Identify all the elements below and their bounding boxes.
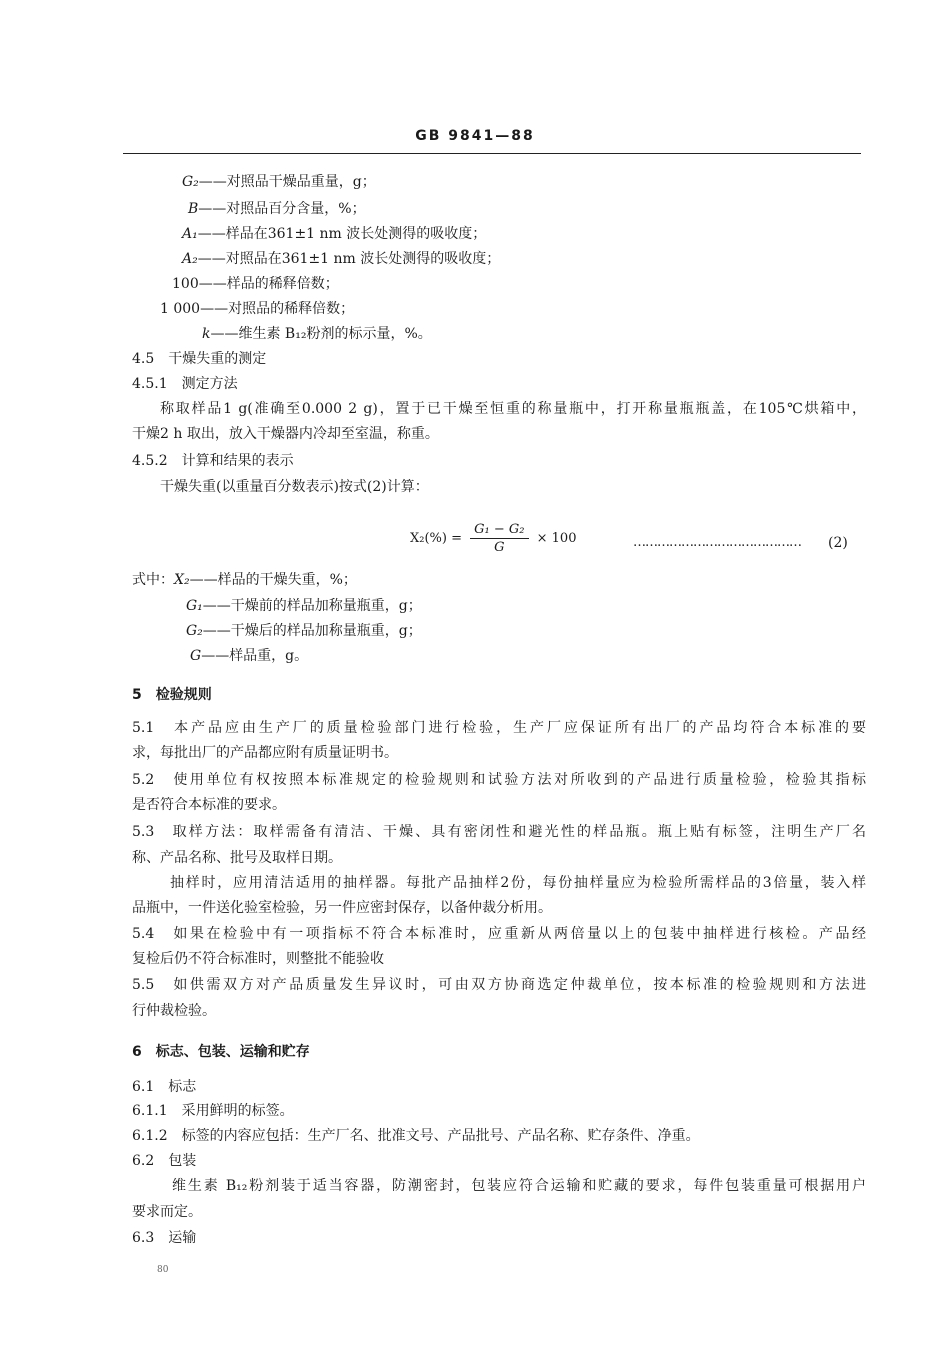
formula-lhs: X₂(%) = [410,531,462,546]
definition-a2: A₂——对照品在361±1 nm 波长处测得的吸收度； [182,251,501,267]
section-6-2-para-line2: 要求而定。 [132,1204,202,1220]
formula-2 [410,522,576,555]
section-5-2-line2: 是否符合本标准的要求。 [132,797,286,813]
definition-1000: 1 000——对照品的稀释倍数； [160,301,355,317]
formula-rhs: × 100 [536,531,577,546]
section-4-5-2-intro: 干燥失重(以重量百分数表示)按式(2)计算： [160,479,429,495]
section-6-3-title: 6.3 运输 [132,1230,197,1246]
formula-numerator: G₁ − G₂ [470,522,528,539]
header-rule [123,153,861,154]
definition-g2: G₂——对照品干燥品重量，g； [182,174,376,190]
section-5-3-line1: 5.3 取样方法：取样需备有清洁、干燥、具有密闭性和避光性的样品瓶。瓶上贴有标签，注明生产厂名 [132,824,866,840]
section-5-5-line2: 行仲裁检验。 [132,1003,216,1019]
section-5-1-line2: 求，每批出厂的产品都应附有质量证明书。 [132,745,398,761]
section-6-2-title: 6.2 包装 [132,1153,197,1169]
definition-k: k——维生素 B₁₂粉剂的标示量，%。 [202,326,432,342]
definition-g2-bottom: G₂——干燥后的样品加称量瓶重，g； [186,623,422,639]
page-number: 80 [157,1265,169,1275]
definition-a1: A₁——样品在361±1 nm 波长处测得的吸收度； [182,226,487,242]
section-5-3-line2: 称、产品名称、批号及取样日期。 [132,850,342,866]
definition-x2: 式中：X₂——样品的干燥失重，%； [132,572,357,588]
definition-g1: G₁——干燥前的样品加称量瓶重，g； [186,598,422,614]
formula-leader-dots: …………………………………… [633,535,801,550]
standard-code-header: GB 9841—88 [415,128,535,144]
section-5-3-line4: 品瓶中，一件送化验室检验，另一件应密封保存，以备仲裁分析用。 [132,900,552,916]
section-4-5-1-para-line1: 称取样品1 g(准确至0.000 2 g)，置于已干燥至恒重的称量瓶中，打开称量瓶瓶盖，在105℃烘箱中， [160,401,866,417]
section-6-1-title: 6.1 标志 [132,1079,197,1095]
section-5-2-line1: 5.2 使用单位有权按照本标准规定的检验规则和试验方法对所收到的产品进行质量检验，检验其指标 [132,772,866,788]
formula-denominator: G [494,540,505,555]
section-4-5-1-title: 4.5.1 测定方法 [132,376,238,392]
section-4-5-1-para-line2: 干燥2 h 取出，放入干燥器内冷却至室温，称重。 [132,426,439,442]
section-6-1-2: 6.1.2 标签的内容应包括：生产厂名、批准文号、产品批号、产品名称、贮存条件、净重。 [132,1128,700,1144]
section-4-5-2-title: 4.5.2 计算和结果的表示 [132,453,294,469]
definition-g: G——样品重，g。 [190,648,309,664]
section-6-title: 6 标志、包装、运输和贮存 [132,1044,310,1060]
section-5-4-line2: 复检后仍不符合标准时，则整批不能验收 [132,951,384,967]
section-6-1-1: 6.1.1 采用鲜明的标签。 [132,1103,294,1119]
section-5-3-line3: 抽样时，应用清洁适用的抽样器。每批产品抽样2份，每份抽样量应为检验所需样品的3倍量，装入样 [170,875,866,891]
section-5-1-line1: 5.1 本产品应由生产厂的质量检验部门进行检验，生产厂应保证所有出厂的产品均符合本标准的要 [132,720,866,736]
section-4-5-title: 4.5 干燥失重的测定 [132,351,267,367]
definition-100: 100——样品的稀释倍数； [172,276,339,292]
section-6-2-para-line1: 维生素 B₁₂粉剂装于适当容器，防潮密封，包装应符合运输和贮藏的要求，每件包装重量可根据用户 [172,1178,866,1194]
definition-b: B——对照品百分含量，%； [188,201,366,217]
formula-fraction [470,522,528,555]
section-5-5-line1: 5.5 如供需双方对产品质量发生异议时，可由双方协商选定仲裁单位，按本标准的检验规则和方法进 [132,977,866,993]
section-5-4-line1: 5.4 如果在检验中有一项指标不符合本标准时，应重新从两倍量以上的包装中抽样进行核检。产品经 [132,926,866,942]
formula-equation-number: (2) [828,535,848,551]
section-5-title: 5 检验规则 [132,687,212,703]
